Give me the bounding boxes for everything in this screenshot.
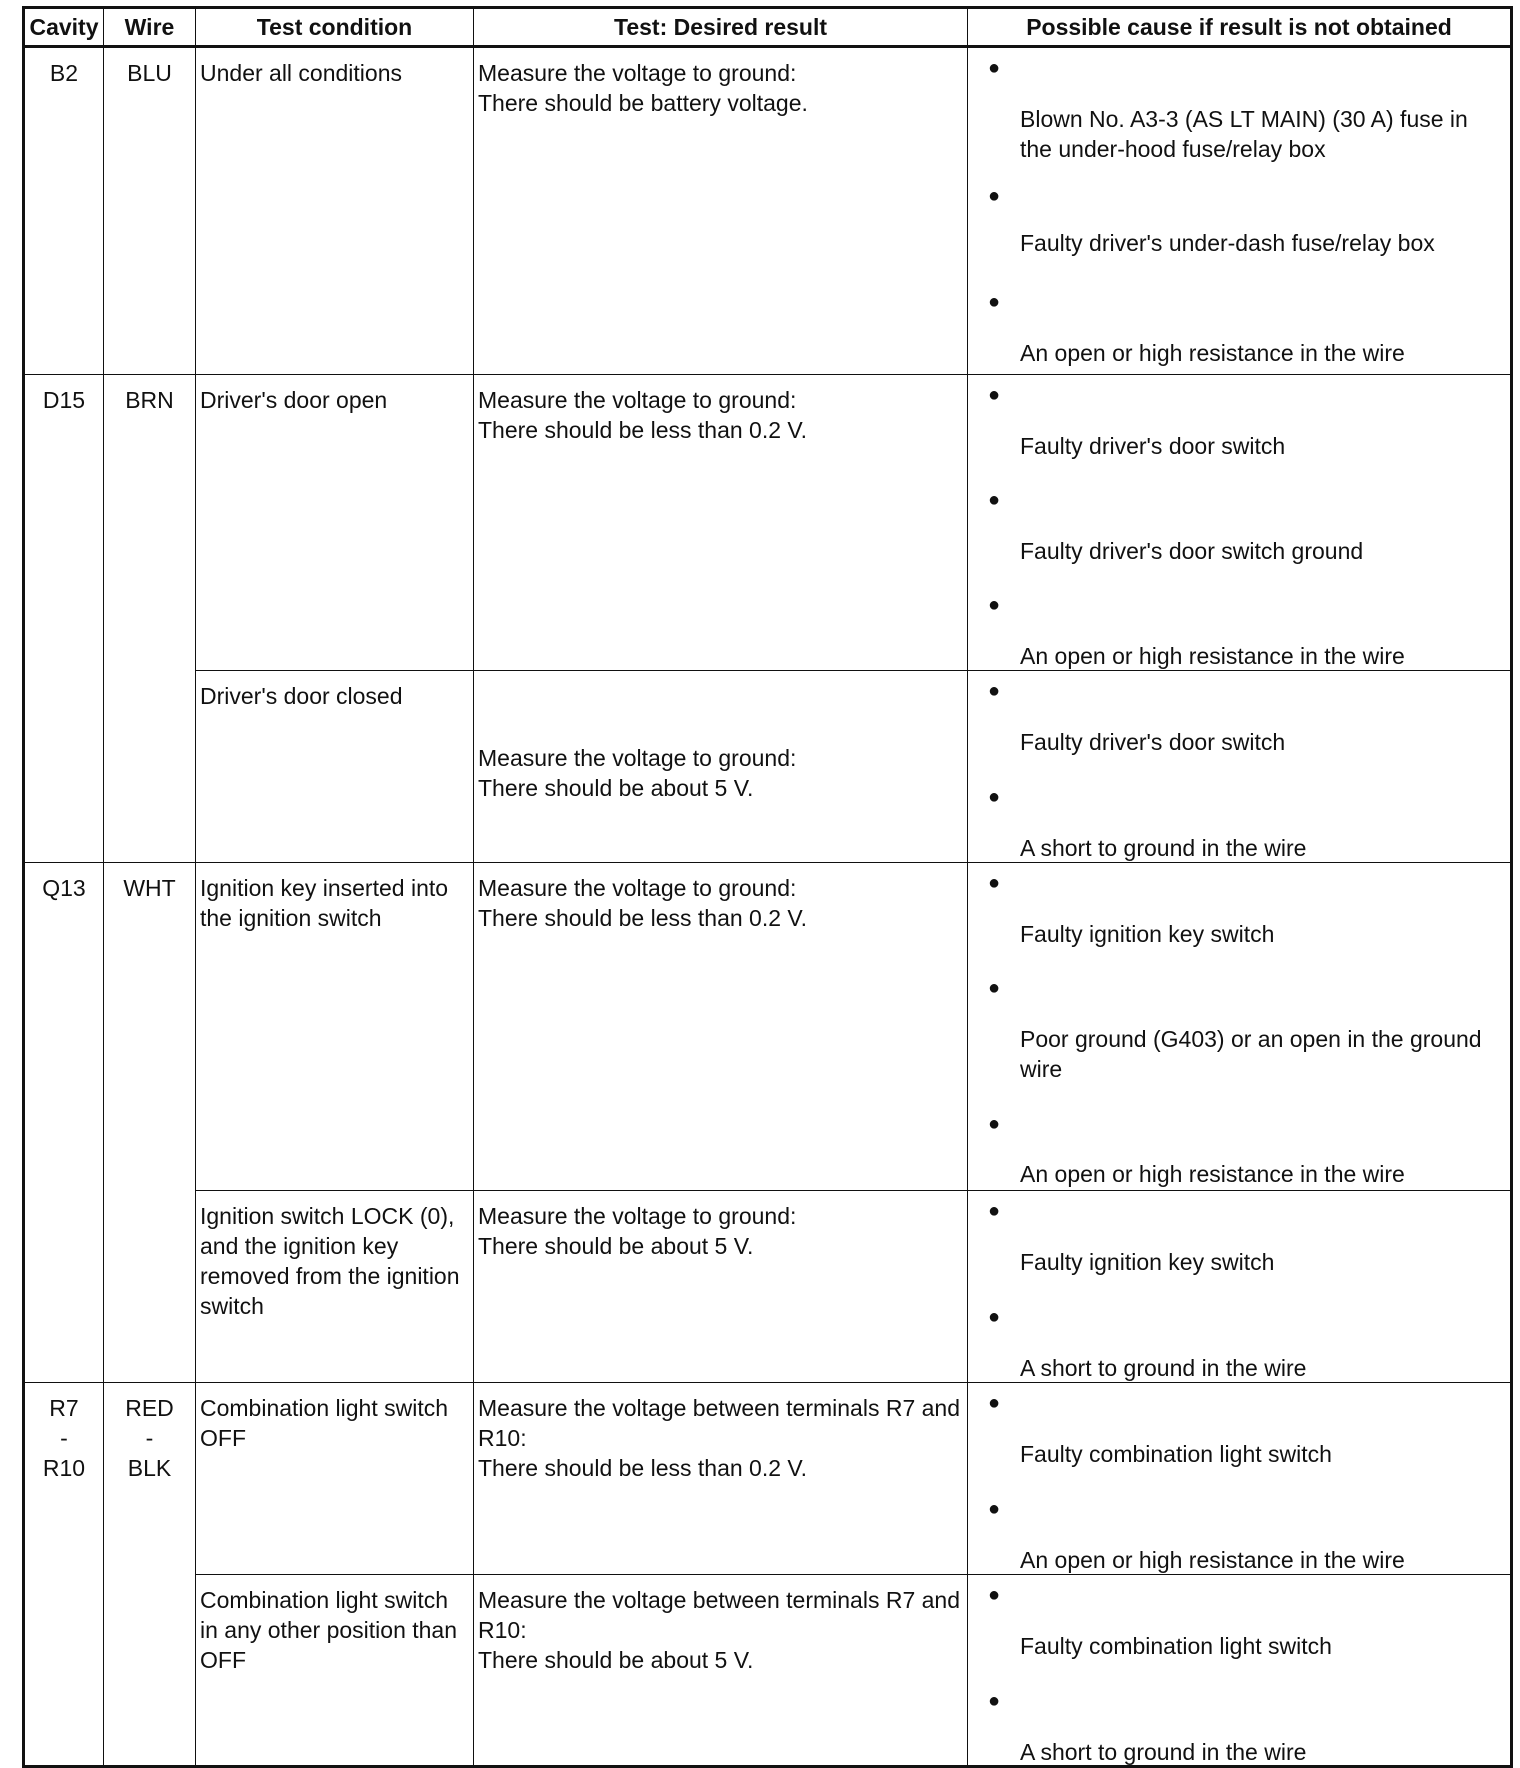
header-test-condition: Test condition: [196, 8, 474, 47]
cause-item: Poor ground (G403) or an open in the ground wire: [1020, 1026, 1482, 1082]
table-row: [24, 1383, 1512, 1575]
test-condition: Ignition switch LOCK (0), and the ignition key removed from the ignition switch: [196, 1191, 474, 1383]
cavity-cell: B2: [24, 47, 104, 375]
cause-item: A short to ground in the wire: [1020, 1739, 1307, 1765]
bullet-icon: ●: [988, 185, 1001, 207]
cause-item: An open or high resistance in the wire: [1020, 643, 1405, 669]
bullet-icon: ●: [988, 786, 1001, 808]
desired-result: Measure the voltage to ground: There should be about 5 V.: [474, 1191, 968, 1383]
bullet-icon: ●: [988, 1584, 1001, 1606]
wire-cell: BLU: [104, 47, 196, 375]
cause-item: Faulty driver's under-dash fuse/relay box: [1020, 230, 1435, 256]
possible-causes: [968, 863, 1512, 1191]
test-condition: Ignition key inserted into the ignition switch: [196, 863, 474, 1191]
wire-cell: WHT: [104, 863, 196, 1383]
cavity-cell: R7 - R10: [24, 1383, 104, 1767]
test-condition: Combination light switch OFF: [196, 1383, 474, 1575]
bullet-icon: ●: [988, 1690, 1001, 1712]
header-cavity: Cavity: [24, 8, 104, 47]
desired-result: Measure the voltage between terminals R7 and R10: There should be less than 0.2 V.: [474, 1383, 968, 1575]
bullet-icon: ●: [988, 977, 1001, 999]
cause-item: Faulty driver's door switch: [1020, 433, 1286, 459]
possible-causes: [968, 375, 1512, 671]
cause-item: A short to ground in the wire: [1020, 1355, 1307, 1381]
desired-result: Measure the voltage to ground: There should be less than 0.2 V.: [474, 863, 968, 1191]
table-row: [24, 1191, 1512, 1383]
cause-item: An open or high resistance in the wire: [1020, 1547, 1405, 1573]
bullet-icon: ●: [988, 1392, 1001, 1414]
bullet-icon: ●: [988, 594, 1001, 616]
desired-result: Measure the voltage to ground: There should be less than 0.2 V.: [474, 375, 968, 671]
cause-item: An open or high resistance in the wire: [1020, 340, 1405, 366]
test-condition: Driver's door closed: [196, 671, 474, 863]
table-row: [24, 375, 1512, 671]
header-possible-cause: Possible cause if result is not obtained: [968, 8, 1512, 47]
bullet-icon: ●: [988, 384, 1001, 406]
cause-item: A short to ground in the wire: [1020, 835, 1307, 861]
cause-item: Faulty ignition key switch: [1020, 1249, 1275, 1275]
test-condition: Driver's door open: [196, 375, 474, 671]
cause-item: Faulty driver's door switch ground: [1020, 538, 1364, 564]
bullet-icon: ●: [988, 1498, 1001, 1520]
bullet-icon: ●: [988, 1306, 1001, 1328]
bullet-icon: ●: [988, 680, 1001, 702]
desired-result: Measure the voltage to ground: There should be battery voltage.: [474, 47, 968, 375]
diagnostic-table: [22, 6, 1513, 1768]
possible-causes: [968, 1575, 1512, 1767]
bullet-icon: ●: [988, 489, 1001, 511]
table-row: [24, 47, 1512, 375]
cause-item: Faulty driver's door switch: [1020, 729, 1286, 755]
test-condition: Combination light switch in any other position than OFF: [196, 1575, 474, 1767]
desired-result: Measure the voltage to ground: There should be about 5 V.: [474, 671, 968, 863]
test-condition: Under all conditions: [196, 47, 474, 375]
header-wire: Wire: [104, 8, 196, 47]
bullet-icon: ●: [988, 872, 1001, 894]
bullet-icon: ●: [988, 1200, 1001, 1222]
wire-cell: RED - BLK: [104, 1383, 196, 1767]
cause-item: Faulty combination light switch: [1020, 1441, 1332, 1467]
cause-item: Faulty combination light switch: [1020, 1633, 1332, 1659]
table-row: [24, 671, 1512, 863]
cause-item: Blown No. A3-3 (AS LT MAIN) (30 A) fuse in the under-hood fuse/relay box: [1020, 106, 1468, 162]
cavity-cell: D15: [24, 375, 104, 863]
cause-item: An open or high resistance in the wire: [1020, 1161, 1405, 1187]
cause-item: Faulty ignition key switch: [1020, 921, 1275, 947]
table-row: [24, 1575, 1512, 1767]
bullet-icon: ●: [988, 57, 1001, 79]
cavity-cell: Q13: [24, 863, 104, 1383]
header-desired-result: Test: Desired result: [474, 8, 968, 47]
bullet-icon: ●: [988, 291, 1001, 313]
table-row: [24, 863, 1512, 1191]
possible-causes: [968, 671, 1512, 863]
possible-causes: [968, 47, 1512, 375]
bullet-icon: ●: [988, 1113, 1001, 1135]
desired-result: Measure the voltage between terminals R7 and R10: There should be about 5 V.: [474, 1575, 968, 1767]
header-row: [24, 8, 1512, 47]
wire-cell: BRN: [104, 375, 196, 863]
possible-causes: [968, 1191, 1512, 1383]
possible-causes: [968, 1383, 1512, 1575]
